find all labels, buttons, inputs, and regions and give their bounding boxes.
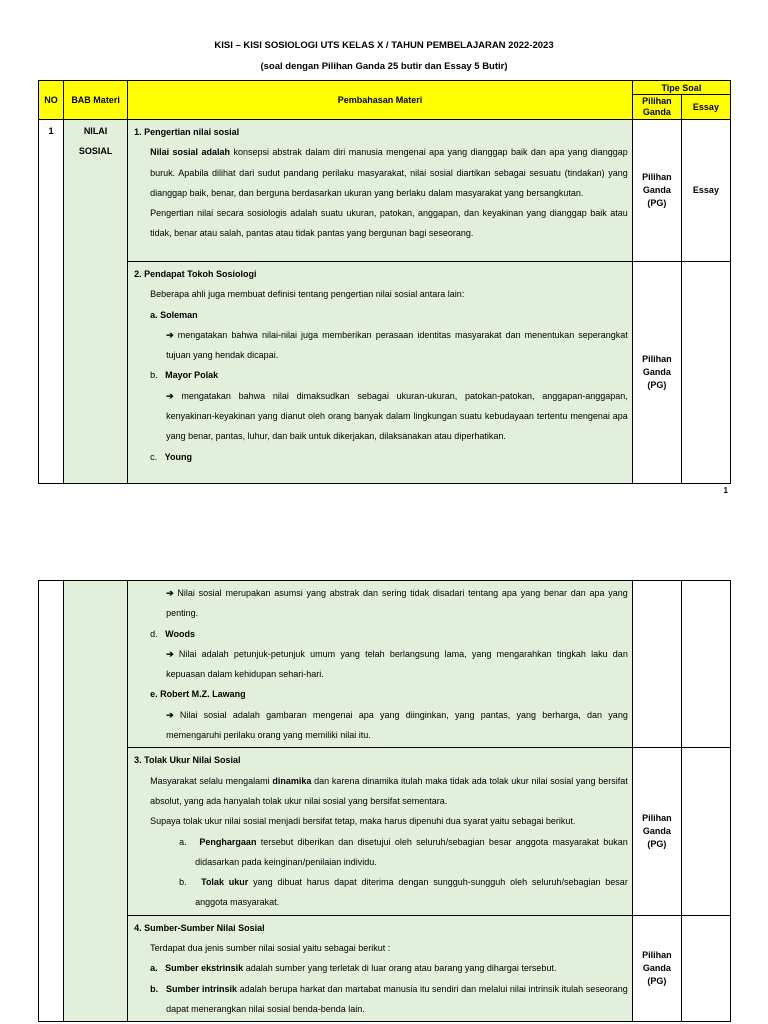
paragraph: [134, 583, 628, 624]
list-item: [134, 872, 628, 913]
tipe-essay-cell: Essay: [681, 120, 730, 262]
section-tolak-ukur: [128, 748, 633, 915]
list-label: [134, 447, 628, 467]
arrow-icon: ➔: [166, 329, 174, 340]
paragraph: [134, 705, 628, 746]
header-pembahasan-materi: Pembahasan Materi: [128, 81, 633, 120]
paragraph-text: mengatakan bahwa nilai dimaksudkan sebagai ukuran-ukuran, patokan-patokan, anggapan-anggapan, kenyakinan-keyakinan yang dianut oleh orang banyak dalam lingkungan suatu kebudayaan tertentu mengenai apa yang benar, pantas, luhur, dan baik untuk dikerjakan, dilaksanakan atau diperhatikan.: [166, 390, 628, 442]
list-marker: a.: [150, 963, 158, 974]
list-name: Mayor Polak: [165, 370, 219, 381]
bab-line-1: NILAI: [83, 126, 108, 136]
tipe-essay-cell: [681, 581, 730, 748]
tipe-essay-cell: [681, 748, 730, 915]
list-marker: c.: [150, 451, 158, 462]
list-label: [134, 365, 628, 385]
bab-materi-cell: [64, 581, 128, 1022]
bold-term: Nilai sosial adalah: [150, 147, 231, 158]
pg-label: Ganda: [642, 962, 671, 973]
section-heading: 1. Pengertian nilai sosial: [134, 127, 240, 137]
bold-term: dinamika: [272, 775, 312, 786]
paragraph-text: konsepsi abstrak dalam diri manusia mengenai apa yang dianggap baik dan apa yang dianggap buruk. Apabila dilihat dari sudut pandang perilaku masyarakat, nilai sosial diartikan sebagai sesuatu (tindakan) yang dianggap baik, benar, dan berguna berdasarkan ukuran yang berlaku dalam masyarakat yang bersangkutan.: [150, 147, 628, 198]
list-marker: b.: [150, 983, 159, 994]
section-pendapat-tokoh-cont: [128, 581, 633, 748]
bold-term: Tolak ukur: [201, 877, 249, 888]
pg-label: Ganda: [642, 367, 671, 377]
section-pengertian: [128, 120, 633, 262]
pg-label: Ganda: [642, 185, 671, 195]
paragraph: [134, 644, 628, 685]
paragraph-text: Nilai sosial adalah gambaran mengenai apa yang diinginkan, yang pantas, yang berharga, dan yang memengaruhi perilaku orang yang memiliki nilai itu.: [166, 709, 628, 741]
tipe-pg-cell: [632, 748, 681, 915]
tipe-essay-cell: [681, 262, 730, 484]
list-item: [134, 979, 628, 1020]
bold-term: Sumber ekstrinsik: [165, 963, 244, 974]
bab-materi-cell: [64, 120, 128, 484]
pg-label: Ganda: [642, 826, 671, 837]
section-heading: 3. Tolak Ukur Nilai Sosial: [134, 755, 241, 766]
paragraph-text: adalah sumber yang terletak di luar orang atau barang yang dihargai tersebut.: [243, 963, 557, 974]
tipe-pg-cell: [632, 120, 681, 262]
arrow-icon: ➔: [166, 709, 174, 720]
page-subtitle: (soal dengan Pilihan Ganda 25 butir dan Essay 5 Butir): [260, 61, 508, 72]
paragraph: Supaya tolak ukur nilai sosial menjadi bersifat tetap, maka harus dipenuhi dua syarat yaitu sebagai berikut.: [150, 816, 576, 827]
kisi-table-part2: [38, 580, 731, 1022]
pg-label: (PG): [647, 198, 667, 208]
pg-label: (PG): [647, 380, 667, 390]
list-marker: d.: [150, 628, 158, 639]
tipe-pg-cell: [632, 915, 681, 1021]
paragraph: Beberapa ahli juga membuat definisi tentang pengertian nilai sosial antara lain:: [150, 289, 465, 300]
pg-label: Pilihan: [642, 354, 672, 364]
paragraph-text: adalah berupa harkat dan martabat manusia itu sendiri dan melalui nilai intrinsik itulah seseorang dapat menerangkan nilai sosial benda-benda lain.: [166, 983, 628, 1014]
list-label: a. Soleman: [150, 309, 198, 320]
kisi-table-part1: [38, 80, 731, 484]
list-marker: b.: [150, 370, 158, 381]
pg-label: Pilihan: [642, 172, 672, 182]
row-number: 1: [39, 120, 64, 484]
bab-line-2: SOSIAL: [78, 146, 113, 156]
header-pilihan-ganda: Pilihan Ganda: [632, 95, 681, 120]
list-item: [134, 832, 628, 873]
arrow-icon: ➔: [166, 588, 174, 598]
section-heading: 4. Sumber-Sumber Nilai Sosial: [134, 922, 265, 933]
header-no: NO: [39, 81, 64, 120]
paragraph: Pengertian nilai secara sosiologis adalah suatu ukuran, patokan, anggapan, dan keyakinan yang dianggap baik atau tidak, benar atau salah, pantas atau tidak pantas yang bergunan bagi seseorang.: [150, 208, 628, 239]
paragraph: [134, 771, 628, 812]
arrow-icon: ➔: [166, 648, 174, 659]
section-pendapat-tokoh: [128, 262, 633, 484]
paragraph-text: Masyarakat selalu mengalami: [150, 775, 273, 786]
paragraph: [134, 325, 628, 366]
pg-label: Pilihan: [642, 813, 672, 824]
paragraph-text: Nilai adalah petunjuk-petunjuk umum yang telah berlangsung lama, yang mengarahkan tingkah laku dan kepuasan dalam kehidupan sehari-hari.: [166, 648, 628, 680]
section-sumber-nilai: [128, 915, 633, 1021]
pg-label: (PG): [647, 975, 667, 986]
row-number-cell: [39, 581, 64, 1022]
page-number: 1: [723, 486, 728, 495]
paragraph-text: mengatakan bahwa nilai-nilai juga memberikan perasaan identitas masyarakat dan menentukan seperangkat tujuan yang hendak dicapai.: [166, 329, 628, 361]
pg-label: Pilihan: [642, 949, 672, 960]
arrow-icon: ➔: [166, 390, 174, 401]
header-bab-materi: BAB Materi: [64, 81, 128, 120]
paragraph: Terdapat dua jenis sumber nilai sosial yaitu sebagai berikut :: [150, 943, 391, 954]
paragraph-text: Nilai sosial merupakan asumsi yang abstrak dan sering tidak disadari tentang apa yang benar dan apa yang penting.: [166, 588, 628, 619]
list-marker: b.: [179, 877, 187, 888]
page-title: KISI – KISI SOSIOLOGI UTS KELAS X / TAHUN PEMBELAJARAN 2022-2023: [214, 40, 554, 51]
list-label: e. Robert M.Z. Lawang: [150, 689, 246, 700]
paragraph-text: dan karena dinamika itulah maka tidak ada tolak ukur nilai sosial yang bersifat absolut, yang ada hanyalah tolak ukur nilai sosial yang bersifat sementara.: [150, 775, 628, 806]
list-marker: a.: [179, 836, 187, 847]
list-label: [134, 624, 628, 644]
pg-label: (PG): [647, 839, 667, 850]
bold-term: Penghargaan: [199, 836, 257, 847]
section-heading: 2. Pendapat Tokoh Sosiologi: [134, 269, 257, 279]
header-essay: Essay: [681, 95, 730, 120]
bold-term: Sumber intrinsik: [165, 983, 238, 994]
paragraph: [134, 386, 628, 447]
paragraph-text: tersebut diberikan dan disetujui oleh seluruh/sebagian besar anggota masyarakat bukan didasarkan pada keinginan/penilaian individu.: [195, 836, 628, 867]
list-name: Young: [164, 451, 192, 462]
paragraph-text: yang dibuat harus dapat diterima dengan sungguh-sungguh oleh seluruh/sebagian besar anggota masyarakat.: [195, 877, 628, 908]
list-item: [134, 958, 628, 978]
tipe-essay-cell: [681, 915, 730, 1021]
header-tipe-soal: Tipe Soal: [632, 81, 730, 95]
list-name: Woods: [165, 628, 195, 639]
paragraph: [134, 142, 628, 203]
tipe-pg-cell: [632, 581, 681, 748]
tipe-pg-cell: [632, 262, 681, 484]
